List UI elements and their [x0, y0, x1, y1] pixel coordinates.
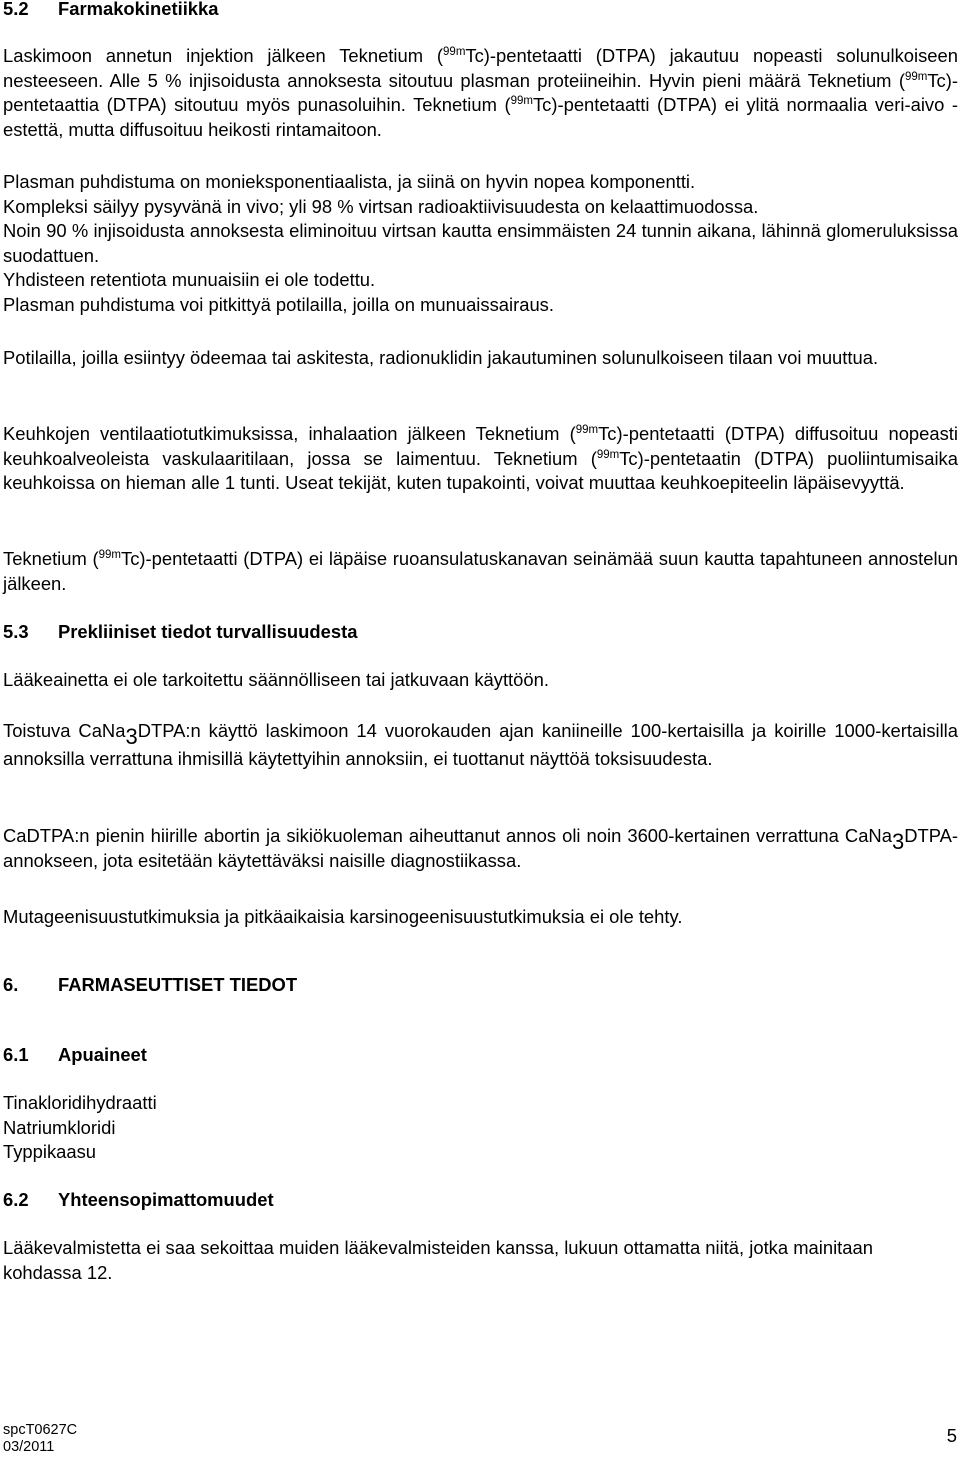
paragraph-incompatibilities: Lääkevalmistetta ei saa sekoittaa muiden lääkevalmisteiden kanssa, lukuun ottamatta niitä, jotka mainitaan kohdassa 12. [3, 1237, 873, 1283]
text-run: Teknetium ( [3, 548, 99, 569]
text-run: Toistuva CaNa [3, 720, 126, 741]
text-run: Tc)-pentetaattia (DTPA) sitoutuu myös punasoluihin. Teknetium ( [3, 69, 958, 115]
chemical-subscript: 3 [891, 829, 905, 854]
section-title: Farmakokinetiikka [58, 0, 219, 19]
section-heading-5-3 [3, 620, 958, 645]
text-run: Laskimoon annetun injektion jälkeen Teknetium ( [3, 45, 444, 66]
section-number: 6.2 [3, 1189, 29, 1210]
document-code: spcT0627C [3, 1422, 78, 1438]
text-line: Plasman puhdistuma voi pitkittyä potilailla, joilla on munuaissairaus. [3, 293, 554, 315]
text-run: Tc)-pentetaatin (DTPA) puoliintumisaika keuhkoissa on hieman alle 1 tunti. Useat tekijät, kuten tupakointi, voivat muuttaa keuhkoepiteelin läpäisevyyttä. [3, 447, 958, 493]
paragraph-distribution [3, 44, 958, 142]
text-run: CaDTPA:n pienin hiirille abortin ja sikiökuoleman aiheuttanut annos oli noin 3600-kertainen verrattuna CaNa [3, 825, 892, 846]
paragraph-oedema: Potilailla, joilla esiintyy ödeemaa tai askitesta, radionuklidin jakautuminen solunulkoiseen tilaan voi muuttua. [3, 347, 879, 368]
text-run: Tc)-pentetaatti (DTPA) ei ylitä normaalia veri-aivo -estettä, mutta diffusoituu heikosti rintamaitoon. [3, 94, 958, 140]
paragraph-oral [3, 547, 958, 596]
section-heading-6-2 [3, 1188, 958, 1213]
isotope-superscript: 99m [596, 448, 620, 461]
section-number: 6.1 [3, 1044, 29, 1065]
excipient-list [3, 1091, 958, 1165]
paragraph-abortion-dose [3, 824, 958, 873]
paragraph-lung-ventilation [3, 422, 958, 496]
list-item: Tinakloridihydraatti [3, 1092, 157, 1113]
isotope-superscript: 99m [443, 46, 466, 58]
document-date: 03/2011 [3, 1439, 55, 1455]
isotope-superscript: 99m [904, 70, 928, 83]
text-line: Noin 90 % injisoidusta annoksesta eliminoituu virtsan kautta ensimmäisten 24 tunnin aikana, lähinnä glomeruluksissa suodattuen. [3, 220, 958, 266]
section-heading-6 [3, 973, 958, 998]
paragraph-not-intended: Lääkeainetta ei ole tarkoitettu säännölliseen tai jatkuvaan käyttöön. [3, 669, 549, 690]
section-title: Prekliiniset tiedot turvallisuudesta [58, 621, 358, 642]
section-number: 5.2 [3, 0, 29, 19]
section-number: 6. [3, 974, 19, 995]
text-run: Tc)-pentetaatti (DTPA) ei läpäise ruoansulatuskanavan seinämää suun kautta tapahtuneen annostelun jälkeen. [3, 548, 958, 594]
isotope-superscript: 99m [575, 424, 599, 436]
text-line: Kompleksi säilyy pysyvänä in vivo; yli 98 % virtsan radioaktiivisuudesta on kelaattimuodossa. [3, 195, 759, 217]
section-number: 5.3 [3, 621, 29, 642]
text-run: Keuhkojen ventilaatiotutkimuksissa, inhalaation jälkeen Teknetium ( [3, 423, 576, 444]
paragraph-clearance [3, 170, 958, 317]
page-number: 5 [946, 1425, 957, 1446]
chemical-subscript: 3 [125, 724, 138, 749]
list-item: Natriumkloridi [3, 1116, 116, 1138]
text-run: DTPA-annokseen, jota esitetään käytettäväksi naisille diagnostiikassa. [3, 825, 958, 871]
text-run: Tc)-pentetaatti (DTPA) jakautuu nopeasti solunulkoiseen nesteeseen. Alle 5 % injisoidusta annoksesta sitoutuu plasman proteiineihin. Hyvin pieni määrä Teknetium ( [3, 45, 958, 91]
text-run: Tc)-pentetaatti (DTPA) diffusoituu nopeasti keuhkoalveoleista vaskulaaritilaan, jossa se laimentuu. Teknetium ( [3, 423, 959, 469]
isotope-superscript: 99m [510, 95, 533, 107]
section-heading-6-1 [3, 1043, 958, 1068]
paragraph-repeated-use [3, 717, 958, 773]
paragraph-mutagenicity: Mutageenisuustutkimuksia ja pitkäaikaisia karsinogeenisuustutkimuksia ei ole tehty. [3, 906, 683, 927]
section-title: Apuaineet [58, 1044, 147, 1065]
section-heading-5-2 [3, 0, 958, 22]
text-run: DTPA:n käyttö laskimoon 14 vuorokauden ajan kaniineille 100-kertaisilla ja koirille 1000-kertaisilla annoksilla verrattuna ihmisillä käytettyihin annoksiin, ei tuottanut näyttöä toksisuudesta. [3, 720, 958, 769]
section-title: FARMASEUTTISET TIEDOT [58, 974, 298, 995]
list-item: Typpikaasu [3, 1141, 97, 1162]
text-line: Plasman puhdistuma on monieksponentiaalista, ja siinä on hyvin nopea komponentti. [3, 171, 696, 192]
section-title: Yhteensopimattomuudet [58, 1189, 274, 1210]
text-line: Yhdisteen retentiota munuaisiin ei ole todettu. [3, 269, 376, 290]
isotope-superscript: 99m [98, 549, 121, 561]
